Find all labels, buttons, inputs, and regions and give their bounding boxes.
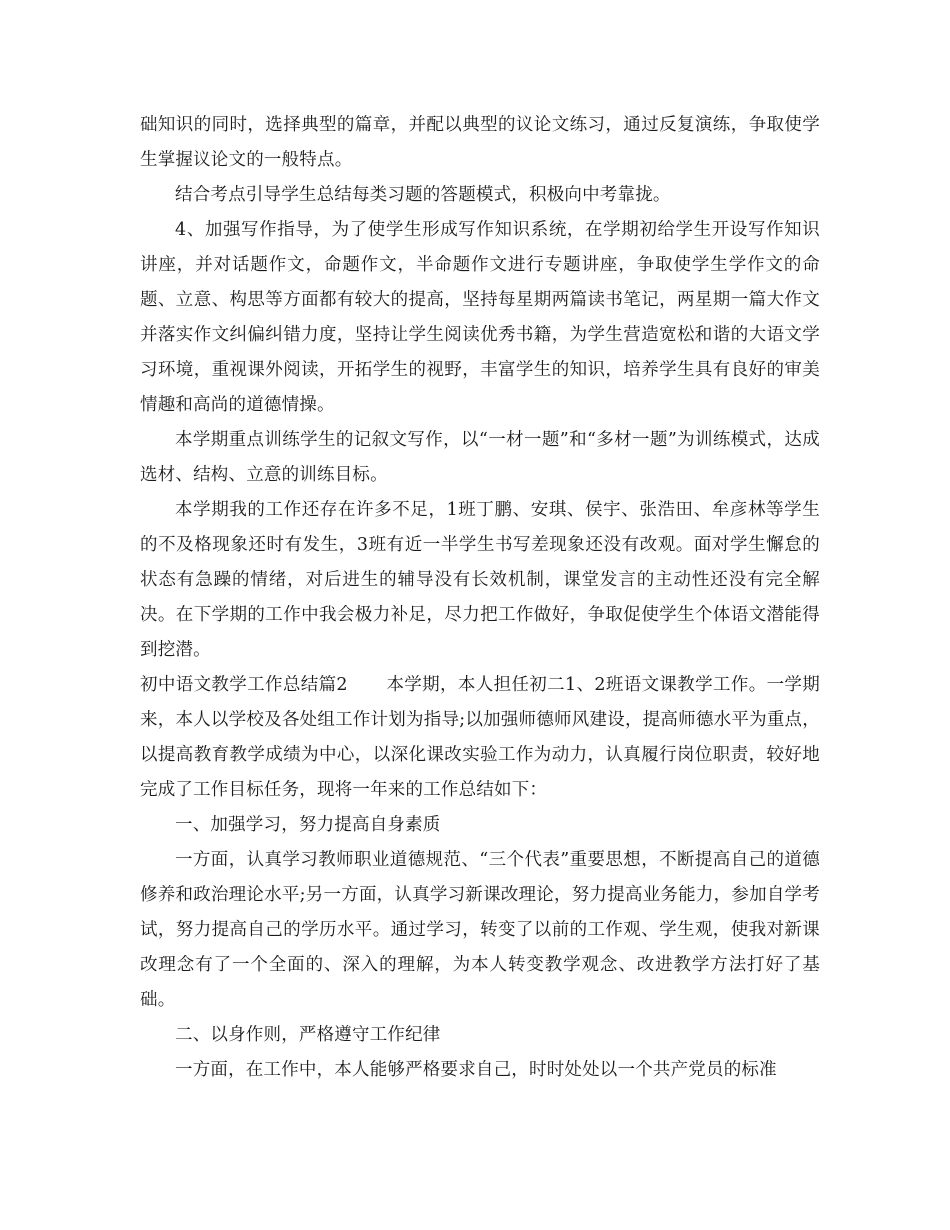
body-text [140, 108, 820, 1088]
paragraph-narrative-training: 本学期重点训练学生的记叙文写作，以“一材一题”和“多材一题”为训练模式，达成选材、结构、立意的训练目标。 [140, 430, 820, 485]
paragraph-study-details: 一方面，认真学习教师职业道德规范、“三个代表”重要思想，不断提高自己的道德修养和政治理论水平;另一方面，认真学习新课改理论，努力提高业务能力，参加自学考试，努力提高自己的学历水平。通过学习，转变了以前的工作观、学生观，使我对新课改理念有了一个全面的、深入的理解，为本人转变教学观念、改进教学方法打好了基础。 [140, 850, 820, 1010]
section-2-title: 初中语文教学工作总结篇2 [140, 675, 348, 695]
paragraph-exam-guidance: 结合考点引导学生总结每类习题的答题模式，积极向中考靠拢。 [175, 185, 671, 205]
paragraph-shortcomings: 本学期我的工作还存在许多不足，1班丁鹏、安琪、侯宇、张浩田、牟彦林等学生的不及格现象还时有发生，3班有近一半学生书写差现象还没有改观。面对学生懈怠的状态有急躁的情绪，对后进生的辅导没有长效机制，课堂发言的主动性还没有完全解决。在下学期的工作中我会极力补足，尽力把工作做好，争取促使学生个体语文潜能得到挖潜。 [140, 500, 820, 660]
paragraph-continuation: 础知识的同时，选择典型的篇章，并配以典型的议论文练习，通过反复演练，争取使学生掌握议论文的一般特点。 [140, 115, 820, 170]
heading-strengthen-study: 一、加强学习，努力提高自身素质 [175, 815, 441, 835]
heading-lead-by-example: 二、以身作则，严格遵守工作纪律 [175, 1025, 441, 1045]
paragraph-writing-guidance: 4、加强写作指导，为了使学生形成写作知识系统，在学期初给学生开设写作知识讲座，并对话题作文，命题作文，半命题作文进行专题讲座，争取使学生学作文的命题、立意、构思等方面都有较大的提高，坚持每星期两篇读书笔记，两星期一篇大作文并落实作文纠偏纠错力度，坚持让学生阅读优秀书籍，为学生营造宽松和谐的大语文学习环境，重视课外阅读，开拓学生的视野，丰富学生的知识，培养学生具有良好的审美情趣和高尚的道德情操。 [140, 220, 820, 415]
paragraph-work-discipline: 一方面，在工作中，本人能够严格要求自己，时时处处以一个共产党员的标准 [175, 1060, 777, 1080]
section-2-heading-paragraph [140, 668, 820, 808]
section-2-intro: 本学期，本人担任初二1、2班语文课教学工作。一学期来，本人以学校及各处组工作计划为指导;以加强师德师风建设，提高师德水平为重点，以提高教育教学成绩为中心，以深化课改实验工作为动力，认真履行岗位职责，较好地完成了工作目标任务，现将一年来的工作总结如下： [140, 675, 820, 800]
